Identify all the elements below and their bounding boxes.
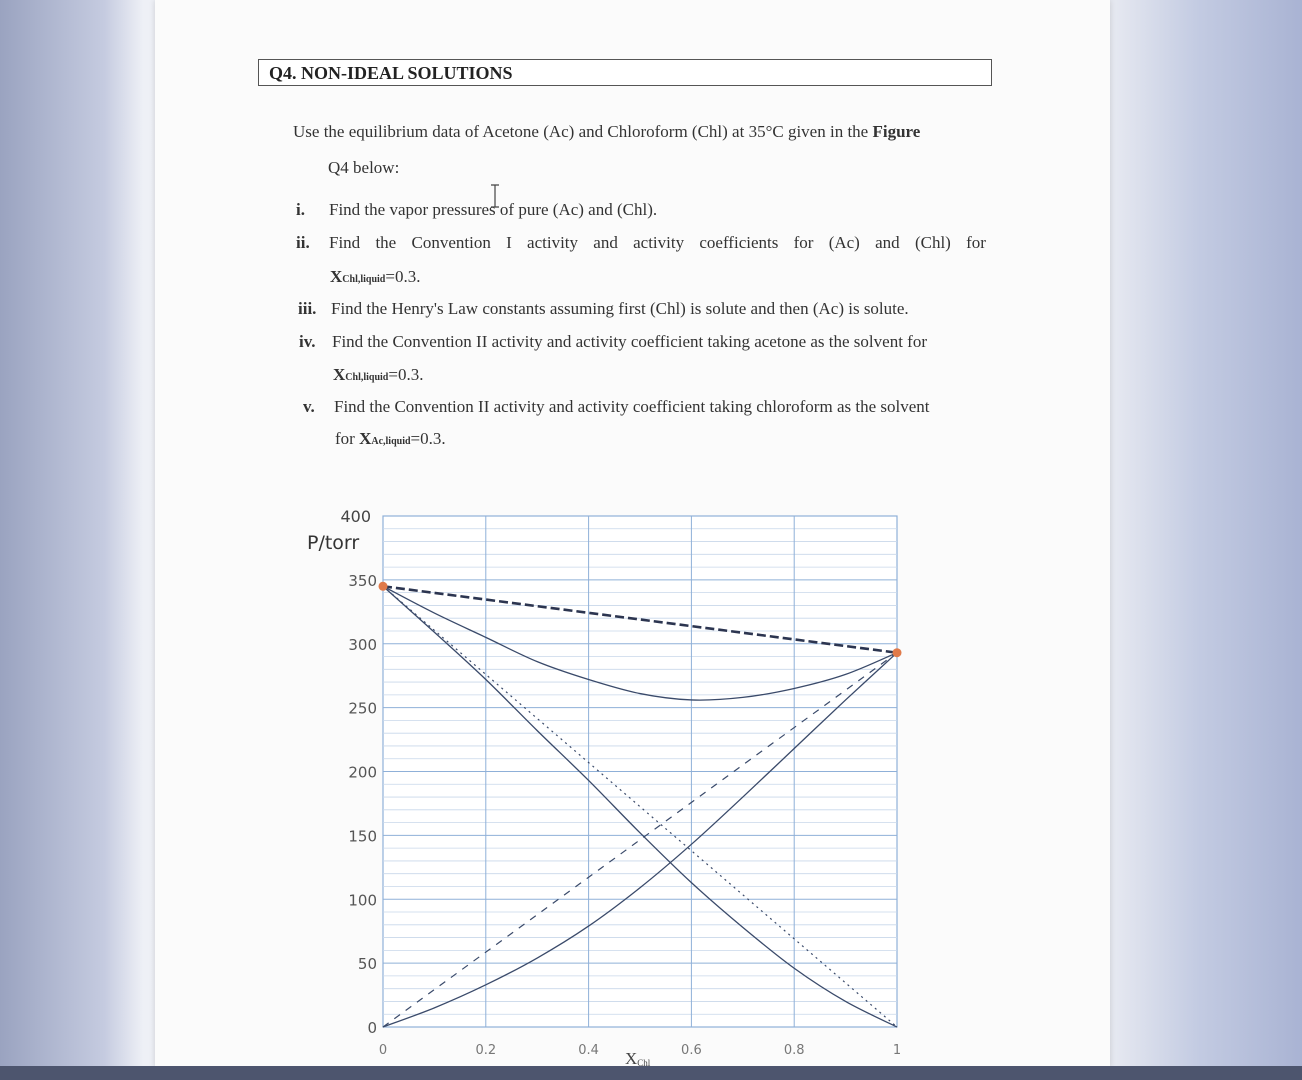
x-symbol: X bbox=[330, 267, 343, 286]
word: for bbox=[966, 233, 986, 252]
item-text: Find the Convention II activity and activity coefficient taking chloroform as the solvent bbox=[334, 397, 930, 416]
x-tick-label: 0.4 bbox=[578, 1043, 599, 1058]
item-text: Find the Henry's Law constants assuming first (Chl) is solute and then (Ac) is solute. bbox=[331, 299, 909, 318]
x-tick-label: 0.6 bbox=[681, 1043, 702, 1058]
x-tick-label: 0.8 bbox=[783, 1043, 805, 1058]
figure-ref: Figure bbox=[872, 122, 921, 141]
word: I bbox=[506, 233, 512, 252]
y-tick-label: 200 bbox=[348, 763, 377, 782]
y-tick-label: 150 bbox=[348, 827, 377, 846]
y-tick-label: 0 bbox=[367, 1019, 377, 1037]
y-tick-label: 300 bbox=[348, 635, 377, 654]
x-tick-label: 1 bbox=[892, 1043, 902, 1058]
x-tick-label: 0.2 bbox=[475, 1043, 497, 1058]
for-text: for bbox=[335, 429, 360, 448]
x-value: =0.3. bbox=[385, 267, 421, 286]
word: for bbox=[793, 233, 814, 252]
word: activity bbox=[527, 233, 579, 252]
word: Convention bbox=[411, 233, 491, 252]
word: Find bbox=[329, 233, 361, 252]
x-symbol: X bbox=[333, 365, 346, 384]
y-tick-label: 50 bbox=[357, 955, 377, 974]
x-value: =0.3. bbox=[410, 429, 446, 448]
x-subscript: Chl,liquid bbox=[342, 274, 386, 285]
question-title: Q4. NON-IDEAL SOLUTIONS bbox=[258, 59, 992, 86]
word: coefficients bbox=[699, 233, 779, 252]
item-text: Find the vapor pressures of pure (Ac) and (Chl). bbox=[329, 200, 658, 219]
x-axis-label: XChl bbox=[625, 1049, 651, 1068]
word: (Chl) bbox=[914, 233, 951, 252]
item-number: v. bbox=[303, 397, 315, 416]
x-value: =0.3. bbox=[388, 365, 424, 384]
y-axis-label: P/torr bbox=[307, 532, 360, 554]
endpoint-marker-1 bbox=[893, 648, 902, 657]
y-tick-label: 250 bbox=[348, 699, 377, 718]
word: the bbox=[375, 233, 397, 252]
x-subscript: Ac,liquid bbox=[371, 436, 411, 447]
word: (Ac) bbox=[828, 233, 860, 252]
intro-text: Use the equilibrium data of Acetone (Ac) and Chloroform (Chl) at 35°C given in the bbox=[293, 122, 873, 141]
word: and bbox=[875, 233, 900, 252]
word: and bbox=[593, 233, 618, 252]
item-text: Find the Convention II activity and activity coefficient taking acetone as the solvent for bbox=[332, 332, 927, 351]
x-symbol: X bbox=[359, 429, 372, 448]
word: activity bbox=[633, 233, 685, 252]
item-number: i. bbox=[296, 200, 305, 219]
y-tick-label: 400 bbox=[340, 507, 371, 526]
intro-line-2: Q4 below: bbox=[328, 158, 400, 177]
y-tick-label: 350 bbox=[348, 571, 377, 590]
y-tick-label: 100 bbox=[348, 891, 377, 910]
item-number: ii. bbox=[296, 233, 310, 252]
item-number: iv. bbox=[299, 332, 316, 351]
endpoint-marker-0 bbox=[379, 582, 388, 591]
x-subscript: Chl,liquid bbox=[345, 372, 389, 383]
x-tick-label: 0 bbox=[378, 1043, 388, 1058]
item-number: iii. bbox=[298, 299, 317, 318]
